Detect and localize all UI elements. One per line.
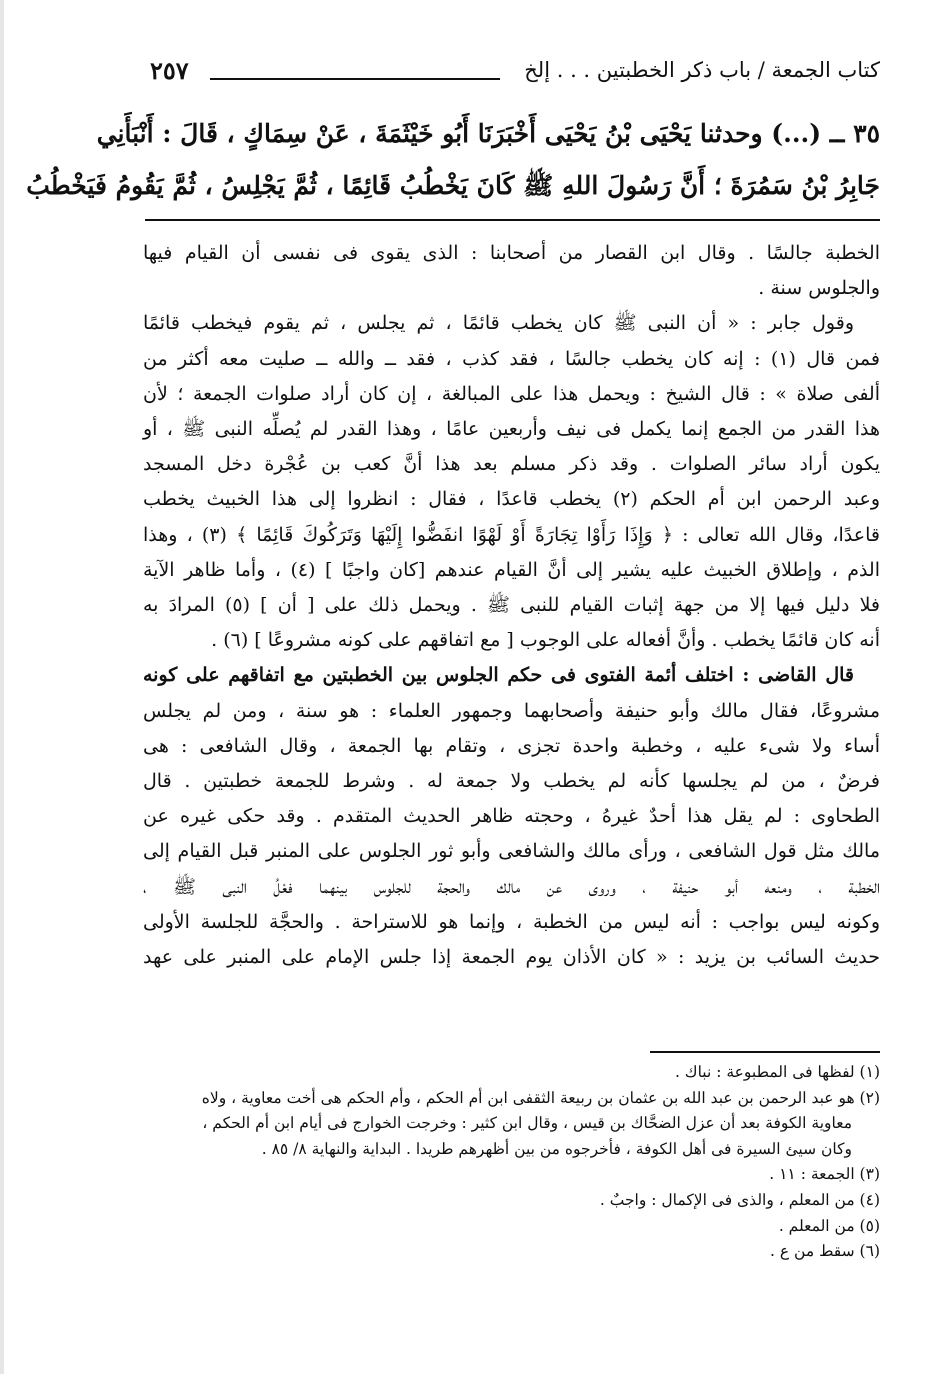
commentary-line: الخطبة جالسًا . وقال ابن القصار من أصحابنا : الذى يقوى فى نفسى أن القيام فيها bbox=[143, 242, 880, 264]
commentary-line: فمن قال (١) : إنه كان يخطب جالسًا ، فقد كذب ، فقد ــ والله ــ صليت معه أكثر من bbox=[143, 347, 881, 370]
header-title: كتاب الجمعة / باب ذكر الخطبتين . . . إلخ bbox=[524, 58, 880, 82]
footnote: (٤) من المعلم ، والذى فى الإكمال : واجبٌ . bbox=[599, 1190, 880, 1209]
commentary-line: ألفى صلاة » : قال الشيخ : ويحمل هذا على المبالغة ، إن كان أراد صلوات الجمعة ؛ لأن bbox=[143, 382, 880, 405]
commentary-line: أساء ولا شىء عليه ، وخطبة واحدة تجزى ، وتقام بها الجمعة ، وقال الشافعى : هى bbox=[143, 734, 880, 757]
running-header bbox=[150, 58, 880, 92]
commentary-line: وعبد الرحمن ابن أم الحكم (٢) يخطب قاعدًا ، فقال : انظروا إلى هذا الخبيث يخطب bbox=[143, 488, 881, 511]
scan-edge bbox=[0, 0, 4, 1374]
footnote-continuation: وكان سيئ السيرة فى أهل الكوفة ، فأخرجوه من بين أظهرهم طريدا . البداية والنهاية ٨/ ٨٥ . bbox=[261, 1139, 852, 1158]
hadith-line: جَابِرُ بْنُ سَمُرَةَ ؛ أَنَّ رَسُولَ اللهِ ﷺ كَانَ يَخْطُبُ قَائِمًا ، ثُمَّ يَجْلِسُ ، ثُمَّ يَقُومُ فَيَخْطُبُ bbox=[26, 171, 880, 200]
footnote-continuation: معاوية الكوفة بعد أن عزل الضحَّاك بن قيس ، وقال ابن كثير : وخرجت الخوارج فى أيام ابن أم الحكم ، bbox=[202, 1114, 852, 1133]
footnote: (٢) هو عبد الرحمن بن عبد الله بن عثمان بن ربيعة الثقفى ابن أم الحكم ، وأم الحكم هى أخت معاوية ، ولاه bbox=[201, 1088, 880, 1107]
commentary-text bbox=[143, 236, 880, 975]
footnote-separator bbox=[650, 1051, 880, 1053]
commentary-line: الخطبة ، ومنعه أبو حنيفة ، وروى عن مالك والحجة للجلوس بينهما فعْلُ النبى ﷺ ، bbox=[143, 875, 880, 898]
commentary-line: وقول جابر : « أن النبى ﷺ كان يخطب قائمًا ، ثم يجلس ، ثم يقوم فيخطب قائمًا bbox=[143, 312, 854, 335]
commentary-line: مشروعًا، فقال مالك وأبو حنيفة وأصحابهما وجمهور العلماء : هو سنة ، ومن لم يجلس bbox=[143, 699, 880, 722]
hadith-text bbox=[26, 108, 880, 212]
hadith-line: ٣٥ ــ (...) وحدثنا يَحْيَى بْنُ يَحْيَى أَخْبَرَنَا أَبُو خَيْثَمَةَ ، عَنْ سِمَاكٍ ، قَالَ : أَنْبَأَنِي bbox=[96, 119, 880, 148]
commentary-line: فرضٌ ، من لم يجلسها كأنه لم يخطب ولا جمعة له . وشرط للجمعة خطبتين . قال bbox=[143, 770, 880, 793]
footnote: (١) لفظها فى المطبوعة : نباك . bbox=[674, 1063, 880, 1081]
hadith-separator bbox=[145, 219, 880, 221]
commentary-line: أنه كان قائمًا يخطب . وأنَّ أفعاله على الوجوب [ مع اتفاقهم على كونه مشروعًا ] (٦) . bbox=[211, 629, 880, 652]
commentary-line: الطحاوى : لم يقل هذا أحدٌ غيرهُ ، وحجته ظاهر الحديث المتقدم . وقد حكى غيره عن bbox=[143, 805, 880, 828]
commentary-line: فلا دليل فيها إلا من جهة إثبات القيام للنبى ﷺ . ويحمل ذلك على [ أن ] (٥) المرادَ به bbox=[143, 594, 880, 617]
commentary-line: يكون أراد سائر الصلوات . وقد ذكر مسلم بعد هذا أنَّ كعب بن عُجْرة دخل المسجد bbox=[143, 453, 880, 476]
commentary-line: حديث السائب بن يزيد : « كان الأذان يوم الجمعة إذا جلس الإمام على المنبر على عهد bbox=[143, 946, 880, 969]
footnote: (٦) سقط من ع . bbox=[770, 1242, 880, 1261]
page-number: ٢٥٧ bbox=[150, 56, 189, 85]
commentary-line: وكونه ليس بواجب : أنه ليس من الخطبة ، وإنما هو للاستراحة . والحجَّة للجلسة الأولى bbox=[143, 910, 880, 933]
commentary-line: هذا القدر من الجمع إنما يكمل فى نيف وأربعين عامًا ، وهذا القدر لم يُصلِّه النبى ﷺ ، أو bbox=[143, 418, 880, 441]
commentary-line: مالك مثل قول الشافعى ، ورأى مالك والشافعى وأبو ثور الجلوس على المنبر قبل القيام إلى bbox=[143, 840, 880, 863]
commentary-line: الذم ، وإطلاق الخبيث عليه يشير إلى أنَّ القيام عندهم [كان واجبًا ] (٤) ، وأما ظاهر الآية bbox=[143, 558, 880, 581]
commentary-line: قاعدًا، وقال الله تعالى : ﴿ وَإِذَا رَأَوْا تِجَارَةً أَوْ لَهْوًا انفَضُّوا إِلَيْهَا وَتَرَكُوكَ قَائِمًا ﴾ (٣) ، وهذا bbox=[143, 523, 880, 546]
footnotes bbox=[143, 1060, 880, 1265]
commentary-line: والجلوس سنة . bbox=[758, 277, 880, 300]
footnote: (٥) من المعلم . bbox=[778, 1216, 880, 1235]
footnote: (٣) الجمعة : ١١ . bbox=[769, 1165, 880, 1184]
header-rule bbox=[210, 78, 500, 80]
commentary-line: قال القاضى : اختلف أئمة الفتوى فى حكم الجلوس بين الخطبتين مع اتفاقهم على كونه bbox=[143, 664, 854, 687]
